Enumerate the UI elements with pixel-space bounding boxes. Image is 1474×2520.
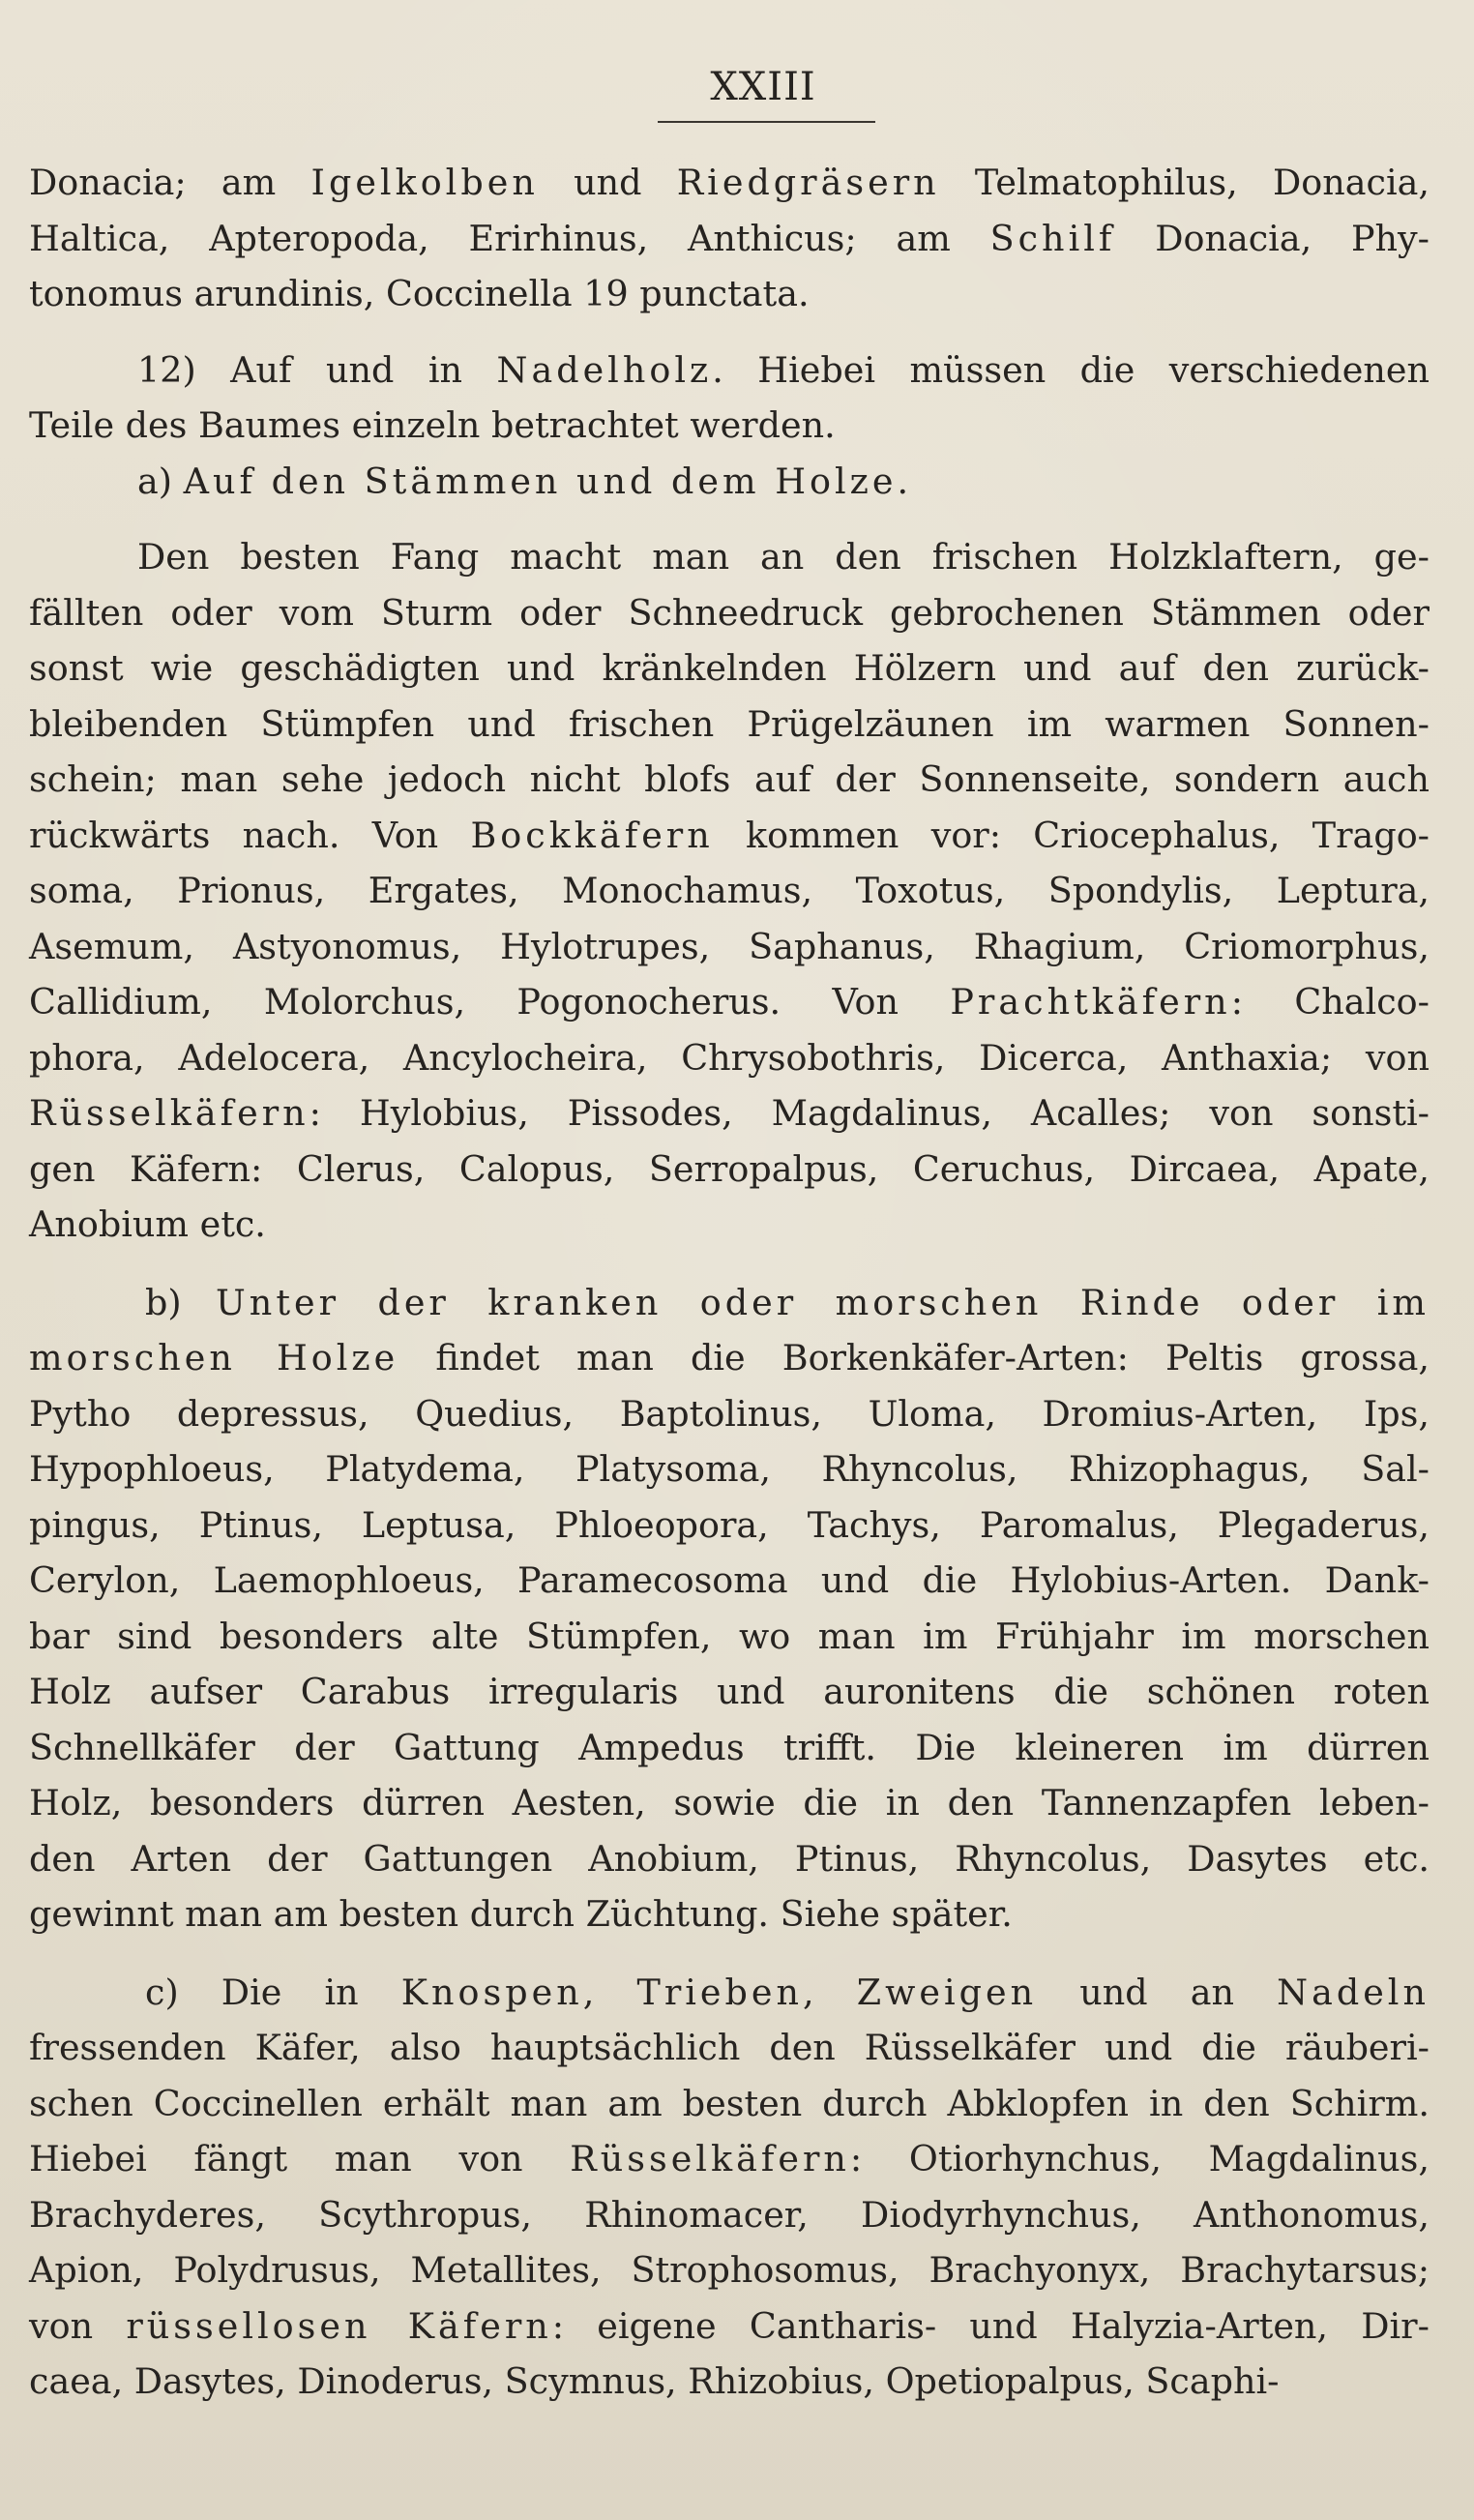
text-run: Telmatophilus, Donacia, (939, 162, 1430, 203)
text-line (29, 2076, 1430, 2132)
text-run: fressenden Käfer, also hauptsächlich den Rüsselkäfer und die räuberi- (29, 2027, 1430, 2068)
text-line (29, 2020, 1430, 2076)
text-line (29, 1720, 1430, 1776)
spaced-emphasis: Unter der kranken oder morschen Rinde oder im (216, 1281, 1430, 1323)
text-run: Anobium etc. (29, 1203, 266, 1245)
text-run: Donacia; am (29, 162, 311, 203)
text-line (29, 1664, 1430, 1720)
text-line (29, 585, 1430, 641)
text-run: b) (145, 1281, 217, 1323)
header-rule (658, 121, 875, 123)
text-line (29, 2298, 1430, 2355)
text-run: sonst wie geschädigten und kränkelnden Hölzern und auf den zurück- (29, 647, 1430, 689)
text-run: phora, Adelocera, Ancylocheira, Chrysobothris, Dicerca, Anthaxia; von (29, 1036, 1430, 1079)
spaced-emphasis: Riedgräsern (676, 162, 940, 203)
text-line (29, 266, 1430, 322)
spaced-emphasis: morschen Holze (29, 1337, 399, 1379)
text-run: gen Käfern: Clerus, Calopus, Serropalpus, Ceruchus, Dircaea, Apate, (29, 1147, 1430, 1190)
text-run: Apion, Polydrusus, Metallites, Strophosomus, Brachyonyx, Brachytarsus; (29, 2249, 1430, 2291)
text-line (29, 529, 1430, 585)
spaced-emphasis: Prachtkäfern (950, 981, 1231, 1023)
text-run: Cerylon, Laemophloeus, Paramecosoma und die Hylobius-Arten. Dank- (29, 1559, 1430, 1601)
text-run: , (582, 1971, 637, 2013)
spaced-emphasis: Auf den Stämmen und dem Holze (183, 460, 898, 502)
text-run: a) (137, 460, 184, 502)
spaced-emphasis: Nadelholz (496, 348, 713, 391)
text-run: kommen vor: Criocephalus, Trago- (713, 814, 1430, 856)
text-run: findet man die Borkenkäfer-Arten: Peltis grossa, (398, 1337, 1430, 1379)
text-run: und an (1037, 1971, 1278, 2013)
text-run: Teile des Baumes einzeln betrachtet werden. (29, 404, 836, 446)
spaced-emphasis: Bockkäfern (470, 814, 714, 856)
text-run: Hiebei fängt man von (29, 2138, 571, 2179)
text-line (29, 1141, 1430, 1198)
text-run: caea, Dasytes, Dinoderus, Scymnus, Rhizobius, Opetiopalpus, Scaphi- (29, 2360, 1280, 2402)
text-run: bar sind besonders alte Stümpfen, wo man im Frühjahr im morschen (29, 1615, 1430, 1657)
spaced-emphasis: Knospen (400, 1971, 583, 2013)
text-line (29, 1609, 1430, 1665)
text-line (29, 398, 1430, 454)
text-line (29, 640, 1430, 697)
text-line (29, 2354, 1430, 2410)
spaced-emphasis: Rüsselkäfern (29, 1092, 310, 1134)
text-run: . (897, 460, 909, 502)
text-run: schen Coccinellen erhält man am besten durch Abklopfen in den Schirm. (29, 2082, 1430, 2124)
text-run: : Otiorhynchus, Magdalinus, (849, 2138, 1430, 2179)
text-run: Asemum, Astyonomus, Hylotrupes, Saphanus, Rhagium, Criomorphus, (29, 925, 1430, 967)
text-run: c) Die in (145, 1971, 401, 2013)
paragraph-rinde-holze (29, 1275, 1430, 1942)
text-line (29, 697, 1430, 753)
text-line (29, 1030, 1430, 1086)
text-run: 12) Auf und in (137, 348, 497, 391)
paragraph-igelkolben (29, 155, 1430, 322)
text-run: den Arten der Gattungen Anobium, Ptinus, Rhyncolus, Dasytes etc. (29, 1837, 1430, 1880)
text-line (29, 863, 1430, 919)
text-line (29, 155, 1430, 211)
text-run: : Hylobius, Pissodes, Magdalinus, Acalles; von sonsti- (309, 1092, 1430, 1134)
spaced-emphasis: Zweigen (856, 1971, 1038, 2013)
page-header (29, 58, 1430, 155)
text-line (29, 1553, 1430, 1609)
spaced-emphasis: Schilf (989, 217, 1116, 259)
page-number: XXIII (710, 65, 816, 109)
text-line (29, 1441, 1430, 1497)
text-run: Haltica, Apteropoda, Erirhinus, Anthicus; am (29, 217, 990, 259)
text-line (29, 1197, 1430, 1253)
text-run: soma, Prionus, Ergates, Monochamus, Toxotus, Spondylis, Leptura, (29, 870, 1430, 911)
spaced-emphasis: Igelkolben (310, 162, 539, 203)
text-line (29, 919, 1430, 975)
text-line (29, 1497, 1430, 1554)
text-line (29, 1330, 1430, 1386)
text-run: . Hiebei müssen die verschiedenen (712, 348, 1430, 391)
paragraph-holzklaftern (29, 529, 1430, 1253)
text-line (29, 2242, 1430, 2298)
text-line (29, 752, 1430, 808)
text-run: pingus, Ptinus, Leptusa, Phloeopora, Tachys, Paromalus, Plegaderus, (29, 1503, 1430, 1546)
text-run: Donacia, Phy- (1115, 217, 1430, 259)
text-run: bleibenden Stümpfen und frischen Prügelzäunen im warmen Sonnen- (29, 702, 1430, 745)
text-line (29, 1965, 1430, 2021)
text-run: Schnellkäfer der Gattung Ampedus trifft. Die kleineren im dürren (29, 1726, 1430, 1768)
text-run: : Chalco- (1230, 981, 1430, 1023)
text-run: fällten oder vom Sturm oder Schneedruck gebrochenen Stämmen oder (29, 591, 1430, 634)
text-run: : eigene Cantharis- und Halyzia-Arten, Dir- (551, 2304, 1430, 2347)
text-line (29, 1275, 1430, 1331)
text-run: Callidium, Molorchus, Pogonocherus. Von (29, 981, 951, 1023)
text-run: schein; man sehe jedoch nicht blofs auf der Sonnenseite, sondern auch (29, 758, 1430, 800)
text-line (29, 1085, 1430, 1141)
paragraph-knospen-nadeln (29, 1965, 1430, 2410)
paragraph-nadelholz (29, 342, 1430, 454)
body-text (29, 155, 1430, 2410)
text-run: Brachyderes, Scythropus, Rhinomacer, Diodyrhynchus, Anthonomus, (29, 2193, 1430, 2236)
text-run: Holz, besonders dürren Aesten, sowie die in den Tannenzapfen leben- (29, 1782, 1430, 1823)
text-line (29, 211, 1430, 267)
text-line (29, 808, 1430, 864)
text-run: rückwärts nach. Von (29, 814, 471, 856)
spaced-emphasis: rüssellosen Käfern (126, 2304, 552, 2347)
text-run: Hypophloeus, Platydema, Platysoma, Rhyncolus, Rhizophagus, Sal- (29, 1448, 1430, 1490)
text-run: , (803, 1971, 857, 2013)
text-run: und (538, 162, 677, 203)
text-line (29, 342, 1430, 399)
subheading-staemmen-holze (29, 454, 1430, 510)
text-line (29, 2131, 1430, 2187)
text-run: tonomus arundinis, Coccinella 19 punctata. (29, 273, 810, 314)
text-run: Den besten Fang macht man an den frischen Holzklaftern, ge- (137, 536, 1430, 578)
text-line (29, 1886, 1430, 1942)
text-line (29, 454, 1430, 510)
spaced-emphasis: Nadeln (1277, 1971, 1430, 2013)
text-line (29, 1386, 1430, 1442)
text-line (29, 1831, 1430, 1887)
text-run: von (29, 2304, 127, 2347)
text-line (29, 1775, 1430, 1831)
spaced-emphasis: Trieben (636, 1971, 804, 2013)
text-line (29, 974, 1430, 1030)
text-run: Holz aufser Carabus irregularis und auronitens die schönen roten (29, 1671, 1430, 1712)
text-line (29, 2187, 1430, 2243)
text-run: Pytho depressus, Quedius, Baptolinus, Uloma, Dromius-Arten, Ips, (29, 1392, 1430, 1435)
text-run: gewinnt man am besten durch Züchtung. Siehe später. (29, 1893, 1013, 1935)
spaced-emphasis: Rüsselkäfern (570, 2138, 850, 2179)
